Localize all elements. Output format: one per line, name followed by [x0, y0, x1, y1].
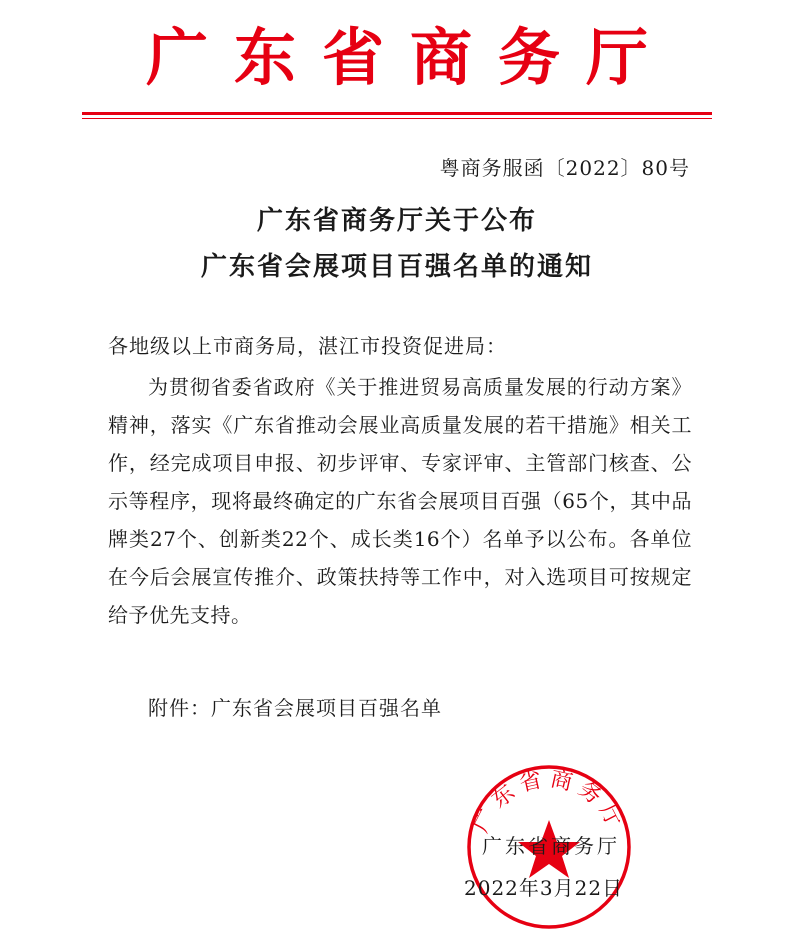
- document-number: 粤商务服函〔2022〕80号: [439, 156, 690, 180]
- masthead-divider-thin: [82, 118, 712, 119]
- signature-organization: 广东省商务厅: [482, 834, 620, 858]
- svg-text:广东省商务厅: 广东省商务厅: [468, 766, 630, 837]
- masthead-divider-thick: [82, 112, 712, 115]
- document-title-line-1: 广东省商务厅关于公布: [256, 206, 537, 236]
- addressee: 各地级以上市商务局，湛江市投资促进局：: [108, 334, 507, 358]
- masthead-title: 广东省商务厅: [145, 21, 674, 94]
- signature-date: 2022年3月22日: [464, 876, 624, 900]
- body-paragraph: 为贯彻省委省政府《关于推进贸易高质量发展的行动方案》精神，落实《广东省推动会展业高质量发展的若干措施》相关工作，经完成项目申报、初步评审、专家评审、主管部门核查、公示等程序，现将最终确定的广东省会展项目百强（65个，其中品牌类27个、创新类22个、成长类16个）名单予以公布。各单位在今后会展宣传推介、政策扶持等工作中，对入选项目可按规定给予优先支持。: [108, 375, 692, 627]
- document-title-line-2: 广东省会展项目百强名单的通知: [200, 252, 593, 282]
- attachment-note: 附件：广东省会展项目百强名单: [148, 696, 442, 720]
